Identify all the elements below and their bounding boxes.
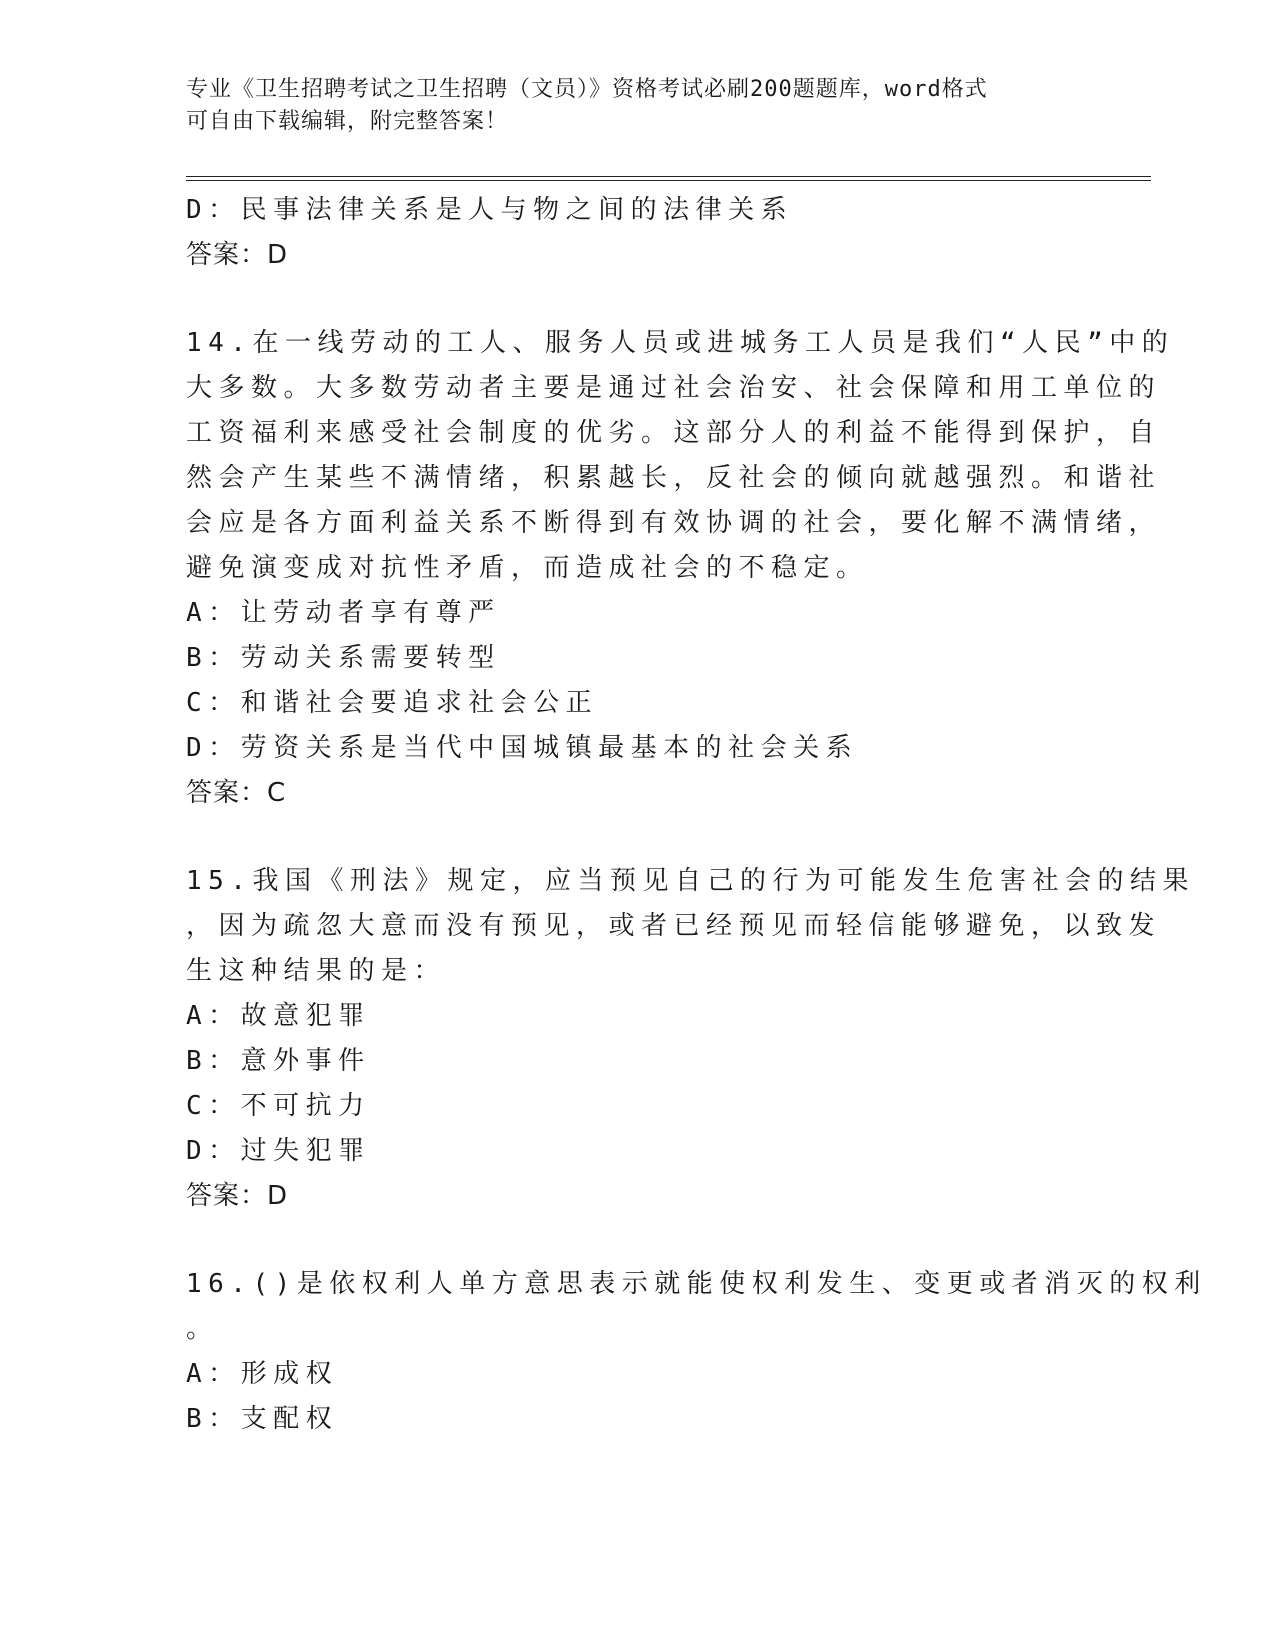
question-line: 16.()是依权利人单方意思表示就能使权利发生、变更或者消灭的权利: [186, 1269, 1207, 1299]
header-line-1: 专业《卫生招聘考试之卫生招聘（文员）》资格考试必刷200题题库，word格式: [186, 77, 988, 102]
question-14: [186, 321, 1175, 816]
option-d: D：民事法律关系是人与物之间的法律关系: [186, 195, 794, 225]
question-line: ，因为疏忽大意而没有预见，或者已经预见而轻信能够避免，以致发: [186, 911, 1162, 941]
question-content: [186, 188, 1207, 1442]
option-c: C：和谐社会要追求社会公正: [186, 688, 599, 718]
option-b: B：意外事件: [186, 1046, 371, 1076]
question-line: 生这种结果的是：: [186, 956, 447, 986]
option-d: D：过失犯罪: [186, 1136, 371, 1166]
question-16: [186, 1262, 1207, 1442]
question-line: 工资福利来感受社会制度的优劣。这部分人的利益不能得到保护，自: [186, 418, 1162, 448]
answer-line: 答案：D: [186, 240, 289, 270]
previous-question-tail: [186, 188, 1076, 278]
option-b: B：劳动关系需要转型: [186, 643, 501, 673]
answer-line: 答案：C: [186, 778, 287, 808]
option-c: C：不可抗力: [186, 1091, 371, 1121]
question-line: 避免演变成对抗性矛盾，而造成社会的不稳定。: [186, 553, 869, 583]
header-line-2: 可自由下载编辑，附完整答案！: [186, 109, 509, 134]
option-a: A：形成权: [186, 1359, 339, 1389]
header-divider: [186, 176, 1151, 181]
option-d: D：劳资关系是当代中国城镇最基本的社会关系: [186, 733, 859, 763]
option-a: A：故意犯罪: [186, 1001, 371, 1031]
question-line: 15.我国《刑法》规定，应当预见自己的行为可能发生危害社会的结果: [186, 866, 1195, 896]
question-stem: [186, 321, 1175, 591]
question-line: 然会产生某些不满情绪，积累越长，反社会的倾向就越强烈。和谐社: [186, 463, 1162, 493]
question-stem: [186, 1262, 1207, 1352]
document-header: [186, 74, 1066, 138]
option-a: A：让劳动者享有尊严: [186, 598, 501, 628]
question-line: 大多数。大多数劳动者主要是通过社会治安、社会保障和用工单位的: [186, 373, 1162, 403]
question-15: [186, 859, 1195, 1219]
question-line: 会应是各方面利益关系不断得到有效协调的社会，要化解不满情绪，: [186, 508, 1162, 538]
question-stem: [186, 859, 1195, 994]
option-b: B：支配权: [186, 1404, 339, 1434]
answer-line: 答案：D: [186, 1181, 289, 1211]
question-line: 14.在一线劳动的工人、服务人员或进城务工人员是我们“人民”中的: [186, 328, 1175, 358]
question-line: 。: [186, 1314, 219, 1344]
